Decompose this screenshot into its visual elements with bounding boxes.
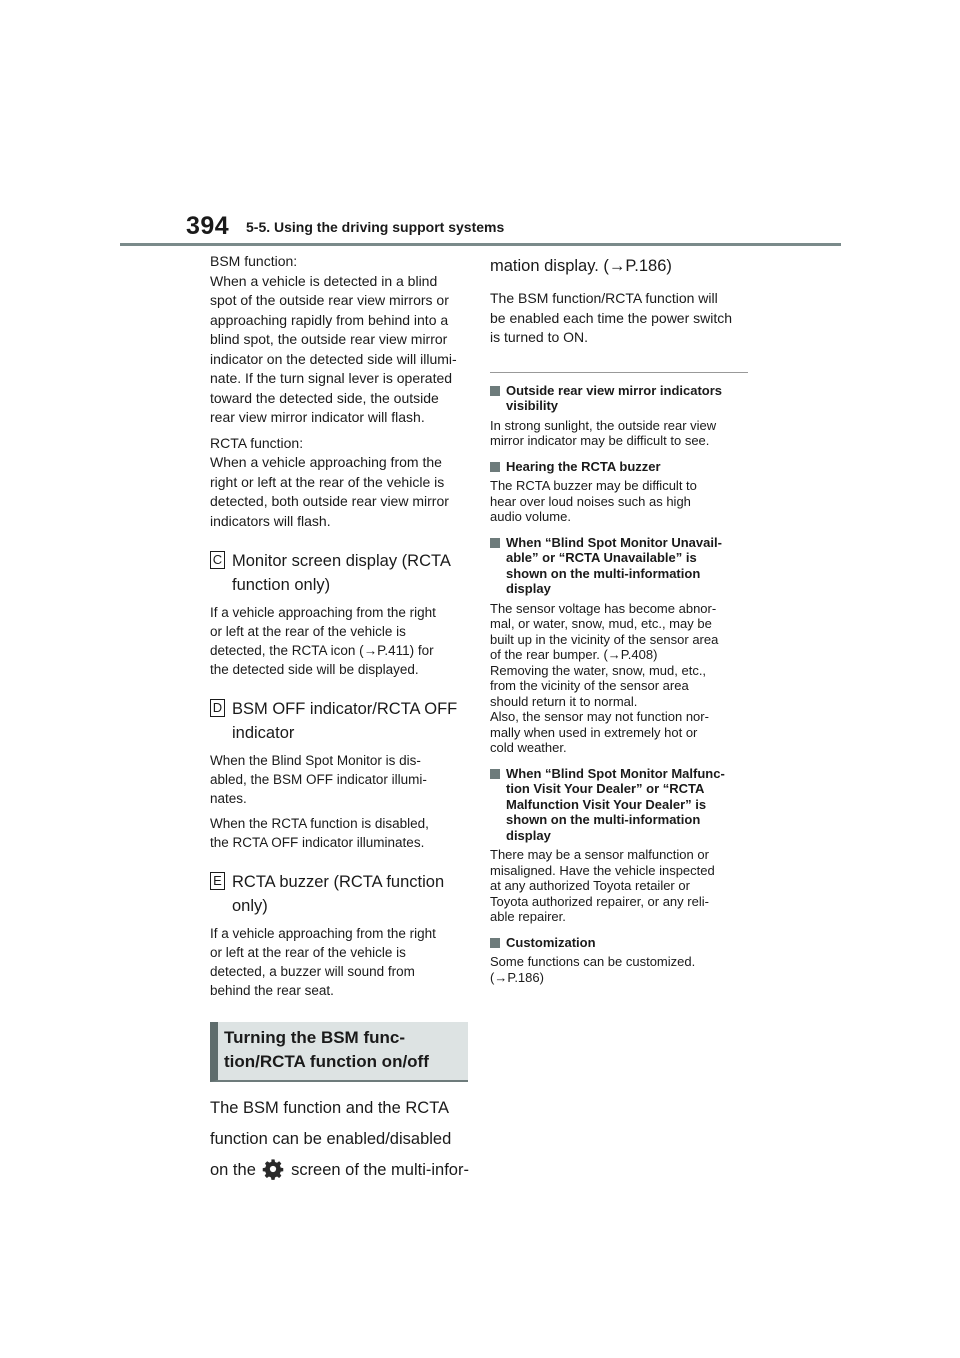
note-mirror-visibility: Outside rear view mirror indicators visibility In strong sunlight, the outside rear view mirror indicator may be difficult to see. (490, 382, 723, 448)
middle-column (490, 252, 752, 985)
item-letter-c: C (210, 551, 225, 569)
item-letter-d: D (210, 699, 225, 717)
gear-icon (262, 1158, 284, 1180)
note-rcta-buzzer: Hearing the RCTA buzzer The RCTA buzzer may be difficult to hear over loud noises such as high audio volume. (490, 458, 697, 524)
item-e-title: RCTA buzzer (RCTA function only) (232, 873, 445, 915)
item-c-body: If a vehicle approaching from the right or left at the rear of the vehicle is detected, the RCTA icon (→P.411) for the detected side will be displayed. (210, 605, 436, 677)
rcta-function-text: RCTA function: When a vehicle approaching from the right or left at the rear of the vehicle is detected, both outside rear view mirror indicators will flash. (210, 434, 449, 529)
square-bullet-icon (490, 938, 500, 948)
item-c-title: Monitor screen display (RCTA function only) (232, 552, 451, 594)
band-title: Turning the BSM func- tion/RCTA function on/off (224, 1028, 429, 1071)
notes-divider (490, 372, 748, 373)
item-letter-e: E (210, 872, 225, 890)
square-bullet-icon (490, 462, 500, 472)
note-customization: Customization Some functions can be customized. (→P.186) (490, 934, 696, 985)
intro-text: The BSM function and the RCTA function can be enabled/disabled on the screen of the multi-infor- (210, 1099, 469, 1179)
square-bullet-icon (490, 538, 500, 548)
item-d-heading (210, 697, 470, 745)
item-c-heading (210, 549, 470, 597)
item-d-body-2: When the RCTA function is disabled, the RCTA OFF indicator illuminates. (210, 816, 429, 850)
item-d-title: BSM OFF indicator/RCTA OFF indicator (232, 700, 458, 742)
bsm-function-text: BSM function: When a vehicle is detected in a blind spot of the outside rear view mirrors or approaching rapidly from behind into a blind spot, the outside rear view mirror indicator on the detected side will illumi- nate. If the turn signal lever is operated toward the detected side, the outside rear view mirror indicator will flash. (210, 253, 457, 425)
page-header (0, 0, 960, 250)
note-malfunction: When “Blind Spot Monitor Malfunc- tion Visit Your Dealer” or “RCTA Malfunction Visit Your Dealer” is shown on the multi-information display There may be a sensor malfunction or misaligned. Have the vehicle inspected at any authorized Toyota retailer or Toyota authorized repairer, or any reli- able repairer. (490, 765, 725, 924)
header-divider (120, 243, 841, 246)
section-band (210, 1022, 468, 1082)
item-e-heading (210, 870, 470, 918)
page-number: 394 (186, 212, 230, 240)
enabled-note: The BSM function/RCTA function will be enabled each time the power switch is turned to ON. (490, 290, 733, 345)
left-column (210, 252, 470, 1183)
item-e-body: If a vehicle approaching from the right or left at the rear of the vehicle is detected, a buzzer will sound from behind the rear seat. (210, 926, 436, 998)
continued-line: mation display. (→P.186) (490, 257, 672, 275)
item-d-body-1: When the Blind Spot Monitor is dis- abled, the BSM OFF indicator illumi- nates. (210, 753, 427, 806)
square-bullet-icon (490, 769, 500, 779)
square-bullet-icon (490, 386, 500, 396)
note-unavailable: When “Blind Spot Monitor Unavail- able” or “RCTA Unavailable” is shown on the multi-information display The sensor voltage has become abnor- mal, or water, snow, mud, etc., may be built up in the vicinity of the sensor area of the rear bumper. (→P.408) Removing the water, snow, mud, etc., from the vicinity of the sensor area should return it to normal. Also, the sensor may not function nor- mally when used in extremely hot or cold weather. (490, 534, 722, 755)
section-title: 5-5. Using the driving support systems (246, 219, 505, 235)
